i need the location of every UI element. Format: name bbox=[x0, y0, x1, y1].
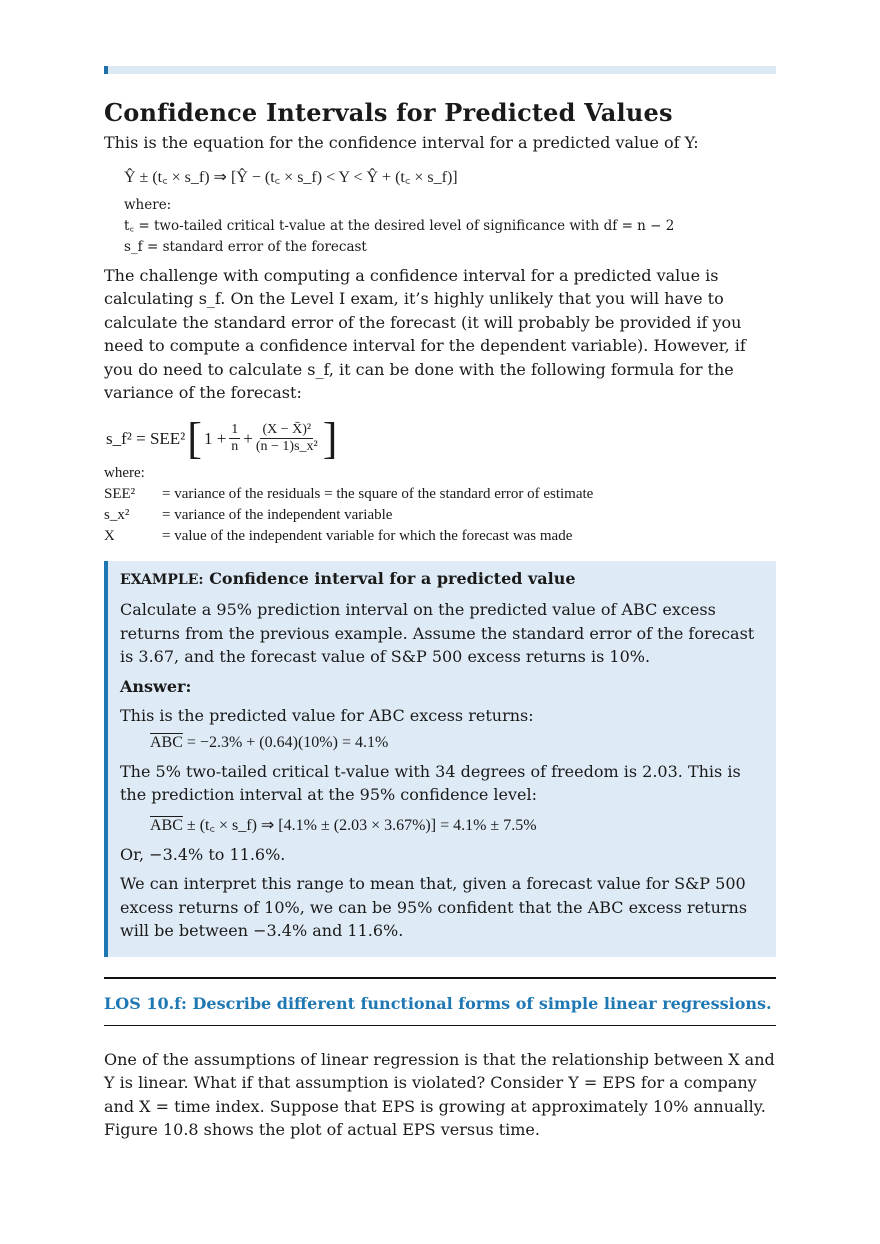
definition: = variance of the independent variable bbox=[162, 506, 393, 523]
definition-row bbox=[104, 526, 776, 547]
forecast-variance-equation bbox=[106, 413, 776, 463]
eq-lhs: s_f² = SEE² bbox=[106, 428, 186, 448]
paragraph-2: The challenge with computing a confidence interval for a predicted value is calculating s_f. On the Level I exam, it’s highly unlikely that you will have to calculate the standard error of the forecast (it will probably be provided if you need to compute a confidence interval for the dependent variable). However, if you do need to calculate s_f, it can be done with the following formula for the variance of the forecast: bbox=[104, 265, 746, 402]
example-label: EXAMPLE: bbox=[120, 571, 204, 588]
example-question: Calculate a 95% prediction interval on the predicted value of ABC excess returns from the previous example. Assume the standard error of the forecast is 3.67, and the forecast value of S&P 500 excess returns is 10%. bbox=[120, 600, 755, 666]
term: s_x² bbox=[104, 506, 130, 523]
definition: = variance of the residuals = the square of the standard error of estimate bbox=[162, 485, 594, 502]
term: SEE² bbox=[104, 485, 136, 502]
eq-plus: + bbox=[243, 428, 253, 448]
frac-num: (X − X̄)² bbox=[262, 422, 312, 437]
answer-text-1: This is the predicted value for ABC excess returns: bbox=[120, 706, 534, 725]
confidence-interval-equation: Ŷ ± (t꜀ × s_f) ⇒ [Ŷ − (t꜀ × s_f) < Y < Ŷ + (t꜀ × s_f)] bbox=[124, 168, 458, 186]
definition-sf: s_f = standard error of the forecast bbox=[124, 238, 367, 255]
prediction-interval-equation bbox=[150, 813, 764, 835]
frac-num: 1 bbox=[231, 422, 239, 437]
eq-body: ± (t꜀ × s_f) ⇒ [4.1% ± (2.03 × 3.67%)] = 4.1% ± 7.5% bbox=[182, 816, 537, 834]
definition-row bbox=[104, 505, 776, 526]
where-label: where: bbox=[104, 464, 145, 481]
intro-paragraph: This is the equation for the confidence interval for a predicted value of Y: bbox=[104, 133, 699, 152]
example-title bbox=[120, 567, 764, 593]
where-label: where: bbox=[124, 196, 172, 213]
answer-label: Answer: bbox=[120, 676, 192, 696]
where-block-2 bbox=[104, 463, 776, 547]
where-block-1 bbox=[124, 195, 776, 258]
section-heading: Confidence Intervals for Predicted Values bbox=[104, 98, 673, 127]
definition: = value of the independent variable for which the forecast was made bbox=[162, 527, 573, 544]
header-bar-mark bbox=[104, 66, 108, 74]
header-bar bbox=[104, 66, 776, 74]
eq-body: = −2.3% + (0.64)(10%) = 4.1% bbox=[182, 733, 389, 751]
frac-den: (n − 1)s_x² bbox=[255, 439, 318, 454]
term: X bbox=[104, 527, 115, 544]
answer-text-2: The 5% two-tailed critical t-value with 34 degrees of freedom is 2.03. This is the prediction interval at the 95% confidence level: bbox=[120, 761, 741, 804]
page bbox=[104, 66, 776, 1142]
answer-text-4: We can interpret this range to mean that, given a forecast value for S&P 500 excess returns of 10%, we can be 95% confident that the ABC excess returns will be between −3.4% and 11.6%. bbox=[120, 874, 748, 940]
fraction-1-over-n bbox=[229, 422, 240, 455]
final-paragraph: One of the assumptions of linear regression is that the relationship between X and Y is linear. What if that assumption is violated? Consider Y = EPS for a company and X = time index. Suppose that EPS is growing at approximately 10% annually. Figure 10.8 shows the plot of actual EPS versus time. bbox=[104, 1049, 775, 1139]
example-box bbox=[104, 561, 776, 957]
los-heading: LOS 10.f: Describe different functional forms of simple linear regressions. bbox=[104, 977, 776, 1026]
example-title-text: Confidence interval for a predicted value bbox=[209, 568, 576, 588]
eq-one: 1 + bbox=[203, 428, 227, 448]
answer-text-3: Or, −3.4% to 11.6%. bbox=[120, 844, 286, 864]
definition-row bbox=[104, 484, 776, 505]
abc-hat: $\overline{ABC}$ bbox=[150, 816, 183, 834]
definition-tc: t꜀ = two-tailed critical t-value at the desired level of significance with df = n − 2 bbox=[124, 217, 675, 234]
abc-hat: $\overline{ABC}$ bbox=[150, 733, 183, 751]
bracket-left: [ bbox=[187, 413, 202, 463]
frac-den: n bbox=[231, 439, 239, 454]
predicted-value-equation bbox=[150, 734, 764, 752]
bracket-right: ] bbox=[322, 413, 338, 463]
fraction-deviation bbox=[256, 422, 318, 455]
